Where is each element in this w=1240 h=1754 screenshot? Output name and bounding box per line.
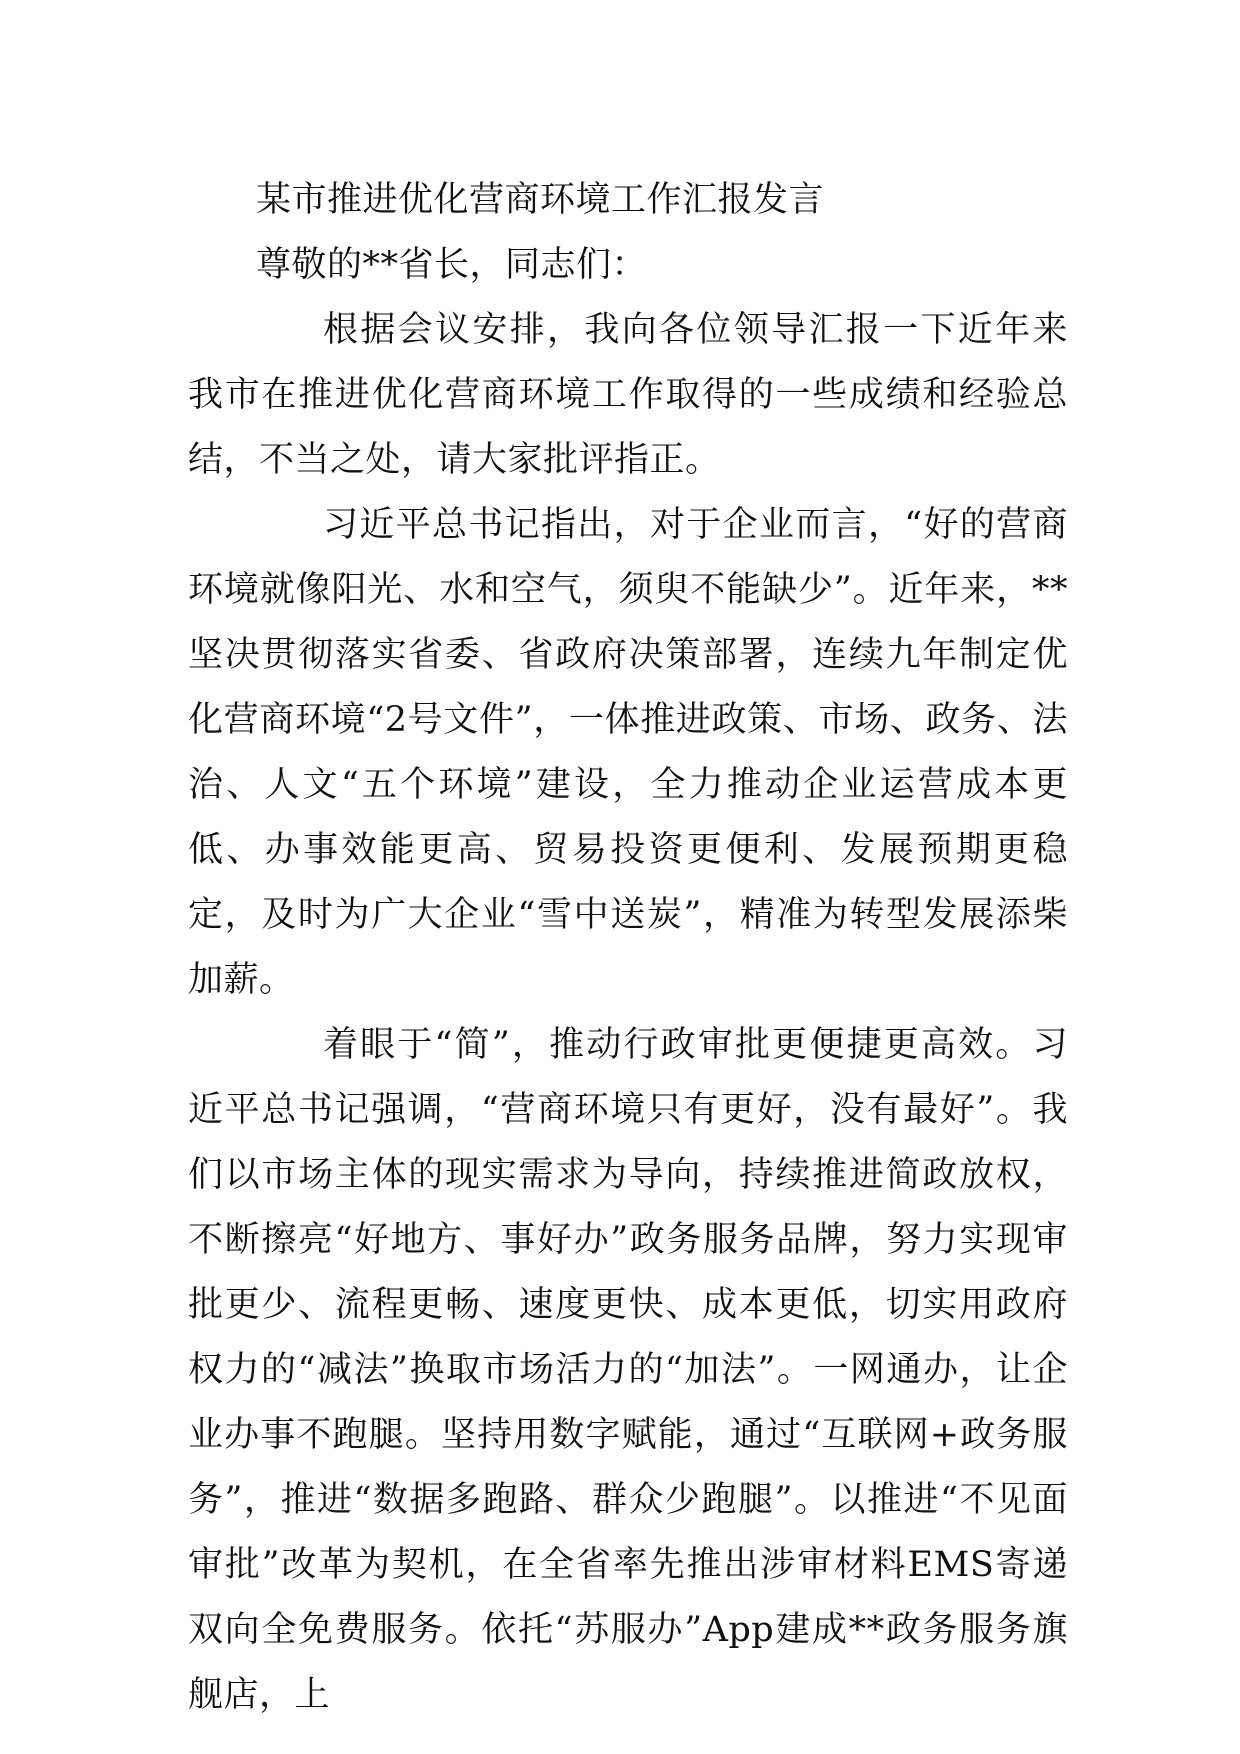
paragraph-simplification: 着眼于“简”，推动行政审批更便捷更高效。习近平总书记强调，“营商环境只有更好，没有最好”。我们以市场主体的现实需求为导向，持续推进简政放权，不断擦亮“好地方、事好办”政务服务品牌，努力实现审批更少、流程更畅、速度更快、成本更低，切实用政府权力的“减法”换取市场活力的“加法”。一网通办，让企业办事不跑腿。坚持用数字赋能，通过“互联网+政务服务”，推进“数据多跑路、群众少跑腿”。以推进“不见面审批”改革为契机，在全省率先推出涉审材料EMS寄递双向全免费服务。依托“苏服办”App建成**政务服务旗舰店，上 bbox=[188, 1025, 1068, 1715]
document-body bbox=[188, 168, 1068, 1728]
paragraph-background: 习近平总书记指出，对于企业而言，“好的营商环境就像阳光、水和空气，须臾不能缺少”。近年来，**坚决贯彻落实省委、省政府决策部署，连续九年制定优化营商环境“2号文件”，一体推进政策、市场、政务、法治、人文“五个环境”建设，全力推动企业运营成本更低、办事效能更高、贸易投资更便利、发展预期更稳定，及时为广大企业“雪中送炭”，精准为转型发展添柴加薪。 bbox=[188, 505, 1068, 1000]
salutation: 尊敬的**省长，同志们： bbox=[256, 245, 648, 285]
paragraph-intro: 根据会议安排，我向各位领导汇报一下近年来我市在推进优化营商环境工作取得的一些成绩和经验总结，不当之处，请大家批评指正。 bbox=[188, 310, 1068, 480]
document-title: 某市推进优化营商环境工作汇报发言 bbox=[256, 180, 825, 220]
